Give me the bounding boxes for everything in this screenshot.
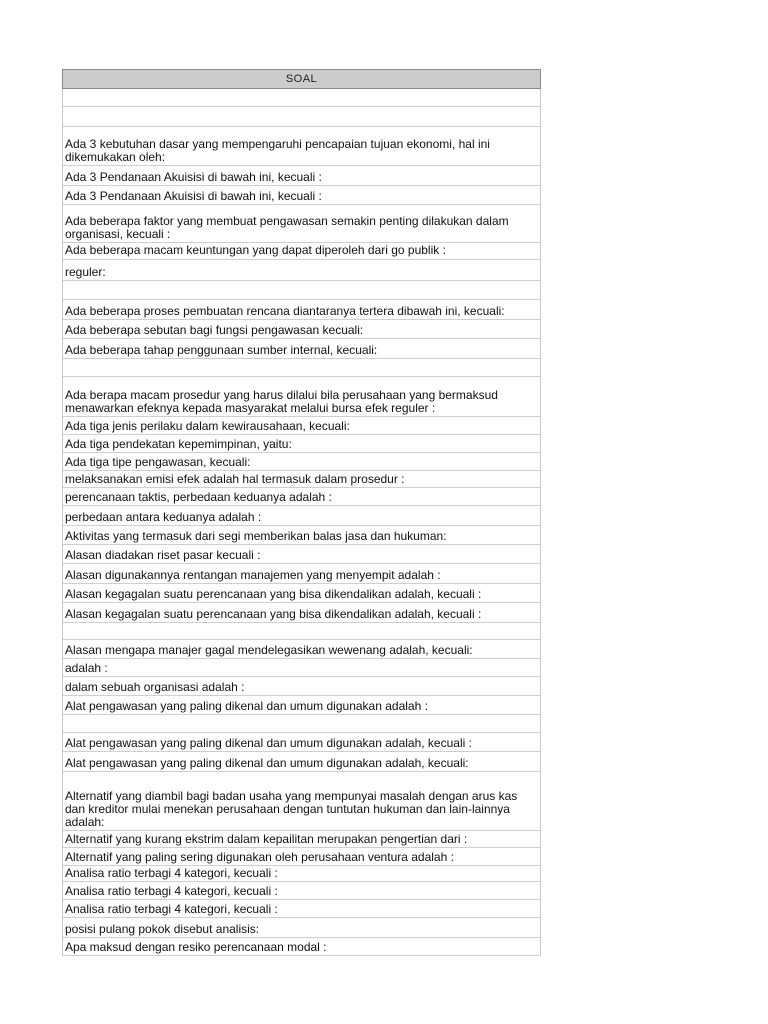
question-text: Alat pengawasan yang paling dikenal dan umum digunakan adalah, kecuali: [65,756,469,770]
table-row[interactable] [63,339,540,359]
question-text: Ada beberapa faktor yang membuat pengawasan semakin penting dilakukan dalam organisasi, kecuali : [65,214,509,241]
table-row[interactable] [63,127,540,166]
question-text: Aktivitas yang termasuk dari segi memberikan balas jasa dan hukuman: [65,529,447,543]
table-row[interactable] [63,623,540,640]
question-text: Alasan kegagalan suatu perencanaan yang bisa dikendalikan adalah, kecuali : [65,607,482,621]
question-text: Ada 3 Pendanaan Akuisisi di bawah ini, kecuali : [65,170,322,184]
question-text: Ada berapa macam prosedur yang harus dilalui bila perusahaan yang bermaksud menawarkan efeknya kepada masyarakat melalui bursa efek reguler : [65,388,498,415]
table-row[interactable] [63,603,540,623]
table-row[interactable] [63,772,540,831]
table-row[interactable] [63,882,540,900]
question-text: Alasan digunakannya rentangan manajemen yang menyempit adalah : [65,568,441,582]
table-row[interactable] [63,166,540,186]
table-row[interactable] [63,453,540,471]
question-text: adalah : [65,661,108,675]
question-text: posisi pulang pokok disebut analisis: [65,922,260,936]
column-header-label: SOAL [285,73,318,85]
column-header[interactable] [62,69,541,89]
question-text: Alternatif yang diambil bagi badan usaha yang mempunyai masalah dengan arus kas dan kreditor mulai menekan perusahaan dengan tuntutan hukuman dan lain-lainnya adalah: [65,789,518,829]
table-row[interactable] [63,866,540,882]
table-row[interactable] [63,186,540,205]
table-row[interactable] [63,359,540,377]
table-row[interactable] [63,900,540,918]
question-text: Apa maksud dengan resiko perencanaan modal : [65,940,327,954]
question-text: Alat pengawasan yang paling dikenal dan umum digunakan adalah : [65,699,428,713]
question-text: Ada tiga pendekatan kepemimpinan, yaitu: [65,437,292,451]
question-list [62,89,541,956]
question-text: Ada 3 Pendanaan Akuisisi di bawah ini, kecuali : [65,189,322,203]
question-text: Analisa ratio terbagi 4 kategori, kecuali : [65,866,278,880]
question-text: Ada beberapa proses pembuatan rencana diantaranya tertera dibawah ini, kecuali: [65,304,505,318]
table-row[interactable] [63,107,540,127]
question-text: Ada tiga jenis perilaku dalam kewirausahaan, kecuali: [65,419,350,433]
table-row[interactable] [63,659,540,677]
table-row[interactable] [63,696,540,715]
table-row[interactable] [63,320,540,339]
question-text: reguler: [65,265,106,279]
question-text: melaksanakan emisi efek adalah hal termasuk dalam prosedur : [65,472,405,486]
table-row[interactable] [63,715,540,733]
question-text: perencanaan taktis, perbedaan keduanya adalah : [65,490,332,504]
question-text: Ada 3 kebutuhan dasar yang mempengaruhi pencapaian tujuan ekonomi, hal ini dikemukakan oleh: [65,137,490,164]
table-row[interactable] [63,417,540,435]
table-row[interactable] [63,526,540,545]
question-text: perbedaan antara keduanya adalah : [65,510,262,524]
table-row[interactable] [63,584,540,603]
table-row[interactable] [63,435,540,453]
question-text: Ada beberapa tahap penggunaan sumber internal, kecuali: [65,343,378,357]
table-row[interactable] [63,488,540,506]
question-text: Alasan kegagalan suatu perencanaan yang bisa dikendalikan adalah, kecuali : [65,587,482,601]
question-text: Alat pengawasan yang paling dikenal dan umum digunakan adalah, kecuali : [65,736,472,750]
table-row[interactable] [63,848,540,866]
question-text: Ada beberapa sebutan bagi fungsi pengawasan kecuali: [65,323,364,337]
question-text: Alternatif yang paling sering digunakan oleh perusahaan ventura adalah : [65,850,454,864]
table-row[interactable] [63,243,540,260]
question-text: Alasan diadakan riset pasar kecuali : [65,548,261,562]
table-row[interactable] [63,733,540,752]
table-row[interactable] [63,281,540,300]
table-row[interactable] [63,377,540,417]
question-text: Analisa ratio terbagi 4 kategori, kecuali : [65,902,278,916]
question-text: Ada beberapa macam keuntungan yang dapat diperoleh dari go publik : [65,243,446,257]
question-text: Alasan mengapa manajer gagal mendelegasikan wewenang adalah, kecuali: [65,643,473,657]
spreadsheet [62,69,541,956]
table-row[interactable] [63,640,540,659]
table-row[interactable] [63,938,540,956]
question-text: Analisa ratio terbagi 4 kategori, kecuali : [65,884,278,898]
table-row[interactable] [63,545,540,564]
question-text: Alternatif yang kurang ekstrim dalam kepailitan merupakan pengertian dari : [65,832,468,846]
table-row[interactable] [63,471,540,488]
table-row[interactable] [63,677,540,696]
table-row[interactable] [63,752,540,772]
question-text: Ada tiga tipe pengawasan, kecuali: [65,455,251,469]
table-row[interactable] [63,918,540,938]
table-row[interactable] [63,831,540,848]
question-text: dalam sebuah organisasi adalah : [65,680,245,694]
table-row[interactable] [63,260,540,281]
table-row[interactable] [63,300,540,320]
table-row[interactable] [63,564,540,584]
table-row[interactable] [63,89,540,107]
table-row[interactable] [63,506,540,526]
table-row[interactable] [63,205,540,243]
